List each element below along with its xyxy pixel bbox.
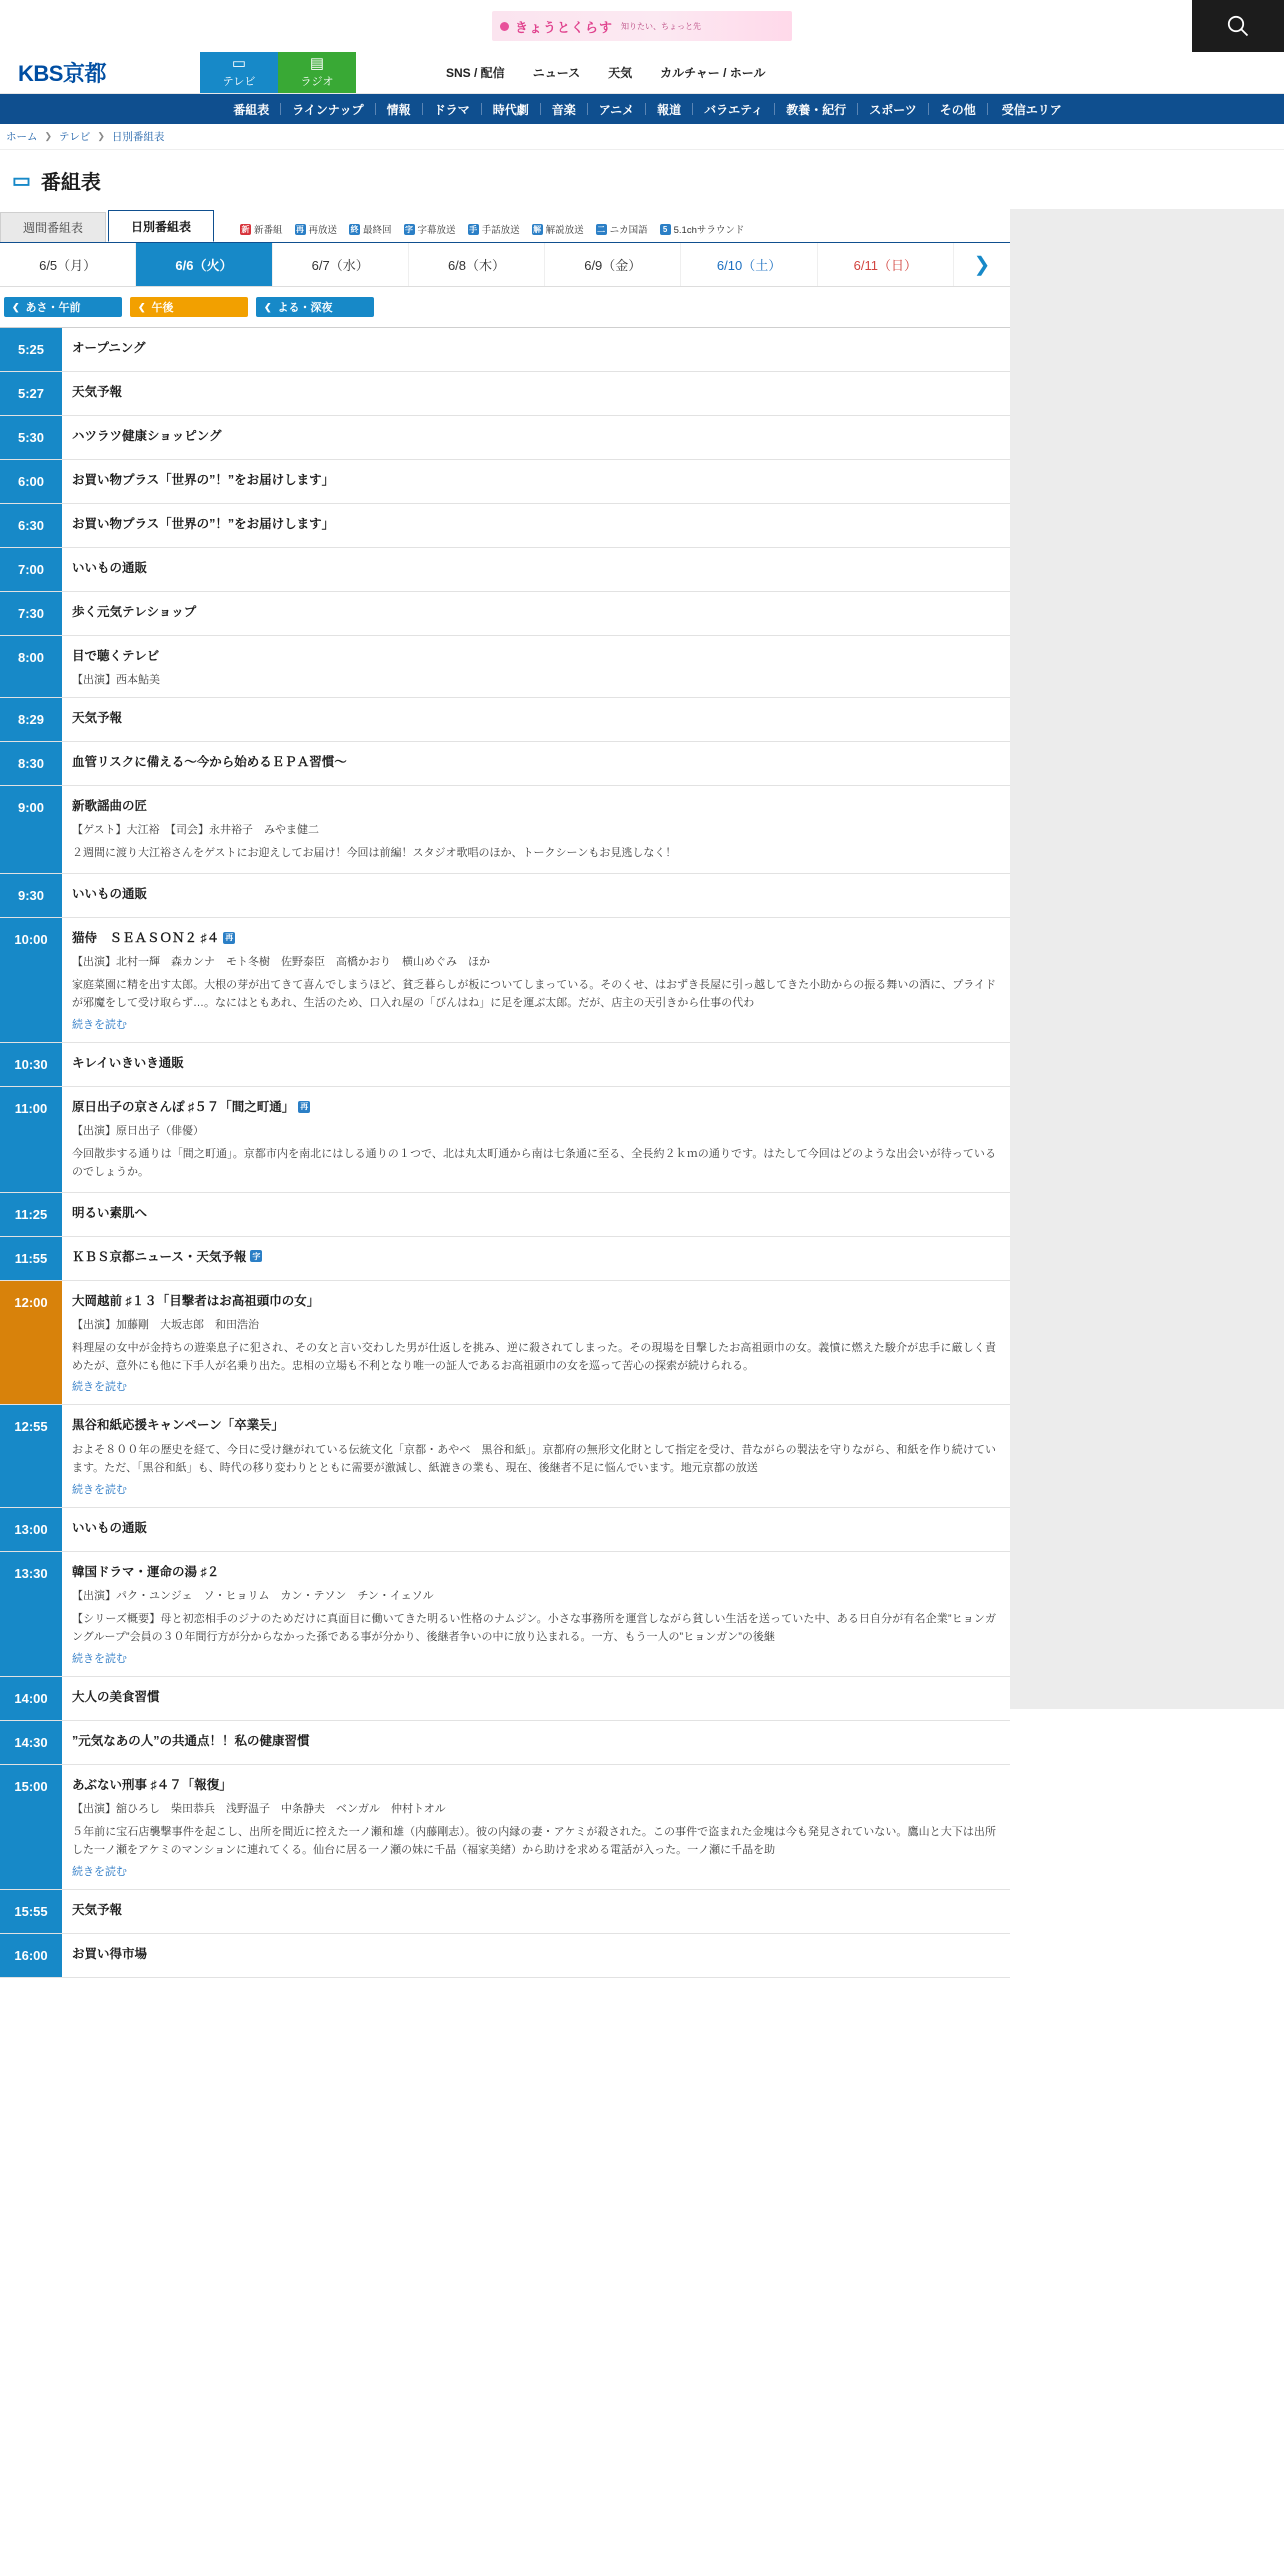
legend-item-final [349,222,392,236]
program-title[interactable]: いいもの通販 [72,887,148,902]
legend-label-signlang: 手話放送 [481,225,520,236]
tv-icon: ▭ [231,55,247,72]
program-start-time: 6:30 [0,504,62,547]
read-more-link[interactable]: 続きを読む [72,1865,127,1878]
program-start-time: 8:00 [0,636,62,697]
legend-label-subtitle: 字幕放送 [417,225,456,236]
program-row[interactable] [0,1237,1010,1281]
program-start-time: 11:25 [0,1193,62,1236]
badge-rerun-icon: 再 [300,1101,309,1111]
badge-subtitle-icon: 字 [252,1251,261,1261]
header-link-news[interactable]: ニュース [532,66,581,80]
nav-item-other[interactable]: その他 [939,102,976,117]
program-title[interactable]: 猫侍 ＳＥＡＳＯＮ２ ♯４ 再 [72,931,234,946]
nav-item-drama[interactable]: ドラマ [433,102,470,117]
nav-item-jidaigeki[interactable]: 時代劇 [492,102,529,117]
daypart-night[interactable] [256,297,374,317]
legend-label-rerun: 再放送 [308,225,338,236]
program-body [62,874,1010,917]
search-button[interactable] [1192,0,1284,52]
promo-banner-subtitle: 知りたい、ちょっと先 [621,21,702,31]
program-row[interactable] [0,1677,1010,1721]
program-row[interactable] [0,636,1010,698]
radio-icon: ▤ [309,55,325,72]
content-wrap [0,209,1284,1978]
program-title[interactable]: 目で聴くテレビ [72,649,160,663]
program-cast: 【出演】加藤剛 大坂志郎 和田浩治 [72,1318,259,1331]
legend-mark-final: 終 [350,224,359,234]
program-body [62,786,1010,873]
legend-mark-surround: 5 [660,224,671,235]
program-cast: 【出演】北村一輝 森カンナ モト冬樹 佐野泰臣 高橋かおり 横山めぐみ ほか [72,956,490,969]
ad-placeholder [1010,209,1284,1709]
legend-label-new: 新番組 [254,225,283,236]
program-description: 家庭菜園に精を出す太郎。大根の芽が出てきて喜んでしまうほど、貧乏暮らしが板についてしまっている。そのくせ、はおずき長屋に引っ越してきた小助からの振る舞いの酒に、プライドが邪魔をして受け取らず…。なにはともあれ、生活のため、口入れ屋の「びんはね」に足を運ぶ太郎。だが、店主の天引きから仕事の代わ [72,979,996,1009]
program-start-time: 13:00 [0,1508,62,1551]
program-start-time: 12:55 [0,1405,62,1507]
read-more-link[interactable]: 続きを読む [72,1381,127,1394]
date-item-0609[interactable]: 6/9（金） [545,243,681,286]
program-row[interactable] [0,1043,1010,1087]
badge-rerun-icon: 再 [225,933,234,943]
nav-item-houdou[interactable]: 報道 [657,102,682,117]
header-tv-label: テレビ [222,76,256,88]
program-body [62,698,1010,741]
program-row[interactable] [0,698,1010,742]
program-start-time: 15:00 [0,1765,62,1889]
legend-mark-new: 新 [241,224,250,234]
program-row[interactable] [0,1765,1010,1890]
program-row[interactable] [0,874,1010,918]
tab-daily[interactable] [108,210,214,242]
date-selector [0,243,1010,287]
program-start-time: 10:00 [0,918,62,1042]
program-start-time: 11:00 [0,1087,62,1192]
nav-item-sports[interactable]: スポーツ [869,102,917,117]
daypart-afternoon[interactable] [130,297,248,317]
program-row[interactable] [0,548,1010,592]
program-row[interactable] [0,416,1010,460]
legend-item-new [240,222,283,236]
daypart-afternoon-label: 午後 [151,302,174,314]
program-cast: 【出演】原日出子（俳優） [72,1124,204,1137]
program-row[interactable] [0,918,1010,1043]
legend-item-bilingual [596,222,648,236]
program-start-time: 11:55 [0,1237,62,1280]
program-title[interactable]: 天気予報 [72,1902,123,1917]
legend-mark-subtitle: 字 [405,224,414,234]
legend-mark-rerun: 再 [296,224,305,234]
tab-weekly-label: 週間番組表 [22,221,83,235]
program-title[interactable]: 韓国ドラマ・運命の湯 ♯２ [72,1565,220,1580]
legend-label-audiodesc: 解説放送 [545,225,584,236]
date-item-0605[interactable]: 6/5（月） [0,243,136,286]
program-start-time: 10:30 [0,1043,62,1086]
program-start-time: 7:30 [0,592,62,635]
program-description: 今回散歩する通りは「間之町通」。京都市内を南北にはしる通りの１つで、北は丸太町通から南は七条通に至る、全長約２ｋｍの通りです。はたして今回はどのような出会いが待っているのでしょうか。 [72,1147,996,1178]
program-title[interactable]: 天気予報 [72,711,123,726]
header-link-sns[interactable]: SNS / 配信 [446,66,505,80]
read-more-link[interactable]: 続きを読む [72,1018,127,1031]
program-start-time: 9:30 [0,874,62,917]
program-body [62,1552,1010,1676]
view-tabs [0,209,1010,243]
nav-item-variety[interactable]: バラエティ [704,102,764,117]
program-start-time: 14:30 [0,1721,62,1764]
tab-daily-label: 日別番組表 [130,219,191,234]
program-title[interactable]: お買い得市場 [72,1946,148,1961]
legend-label-final: 最終回 [363,225,392,236]
program-title[interactable]: 大岡越前 ♯１３「目撃者はお高祖頭巾の女」 [72,1293,320,1308]
header-link-culture[interactable]: カルチャー / ホール [660,66,766,80]
chevron-down-icon: ❮ [264,301,272,312]
legend-item-rerun [295,222,338,236]
program-start-time: 14:00 [0,1677,62,1720]
program-start-time: 12:00 [0,1281,62,1405]
program-row[interactable] [0,460,1010,504]
program-cast: 【出演】西本鮎美 [72,674,160,687]
program-body [62,742,1010,785]
page-title-label: 番組表 [40,172,101,194]
program-table [0,327,1010,1978]
date-item-0606[interactable]: 6/6（火） [136,243,272,286]
nav-item-area[interactable]: 受信エリア [1001,102,1062,117]
header-links [356,52,1284,93]
chevron-right-icon: ❯ [44,131,53,141]
program-cast: 【ゲスト】大江裕 【司会】永井裕子 みやま健二 [72,824,320,837]
program-title[interactable]: キレイいきいき通販 [72,1055,184,1070]
program-title[interactable]: 大人の美食習慣 [72,1689,160,1704]
program-body [62,328,1010,371]
program-row[interactable] [0,1193,1010,1237]
program-body [62,1281,1010,1405]
header-tv-button[interactable] [200,52,278,93]
program-start-time: 13:30 [0,1552,62,1676]
program-start-time: 6:00 [0,460,62,503]
legend-label-surround: 5.1chサラウンド [673,225,745,236]
main-nav [0,94,1284,124]
nav-item-music[interactable]: 音楽 [551,102,576,117]
program-row[interactable] [0,1890,1010,1934]
program-body [62,1237,1010,1280]
program-body [62,1508,1010,1551]
daypart-filter [0,287,1010,327]
program-body [62,460,1010,503]
date-item-0611[interactable]: 6/11（日） [818,243,954,286]
program-title[interactable]: あぶない刑事 ♯４７「報復」 [72,1777,232,1792]
chevron-right-icon[interactable]: ❯ [973,254,991,276]
top-banner-row [0,0,1284,52]
breadcrumb-tv[interactable]: テレビ [59,131,91,143]
site-header [0,52,1284,94]
program-row[interactable] [0,1281,1010,1406]
legend-label-bilingual: ニカ国語 [609,225,648,236]
program-title[interactable]: オープニング [72,341,146,355]
main-column [0,209,1010,1978]
program-title[interactable]: お買い物プラス「世界の”！”をお届けします」 [72,473,335,487]
program-start-time: 5:30 [0,416,62,459]
nav-item-kyouyou[interactable]: 教養・紀行 [786,102,847,117]
breadcrumb-home[interactable]: ホーム [6,131,38,143]
program-start-time: 8:30 [0,742,62,785]
program-body [62,1043,1010,1086]
program-body [62,918,1010,1042]
program-cast: 【出演】舘ひろし 柴田恭兵 浅野温子 中条静夫 ベンガル 仲村トオル [72,1802,446,1815]
program-start-time: 16:00 [0,1934,62,1977]
program-row[interactable] [0,1405,1010,1508]
program-description: およそ８００年の歴史を経て、今日に受け継がれている伝統文化「京都・あやべ 黒谷和紙」。京都府の無形文化財として指定を受け、昔ながらの製法を守りながら、和紙を作り続けています。ただ、「黒谷和紙」も、時代の移り変わりとともに需要が激減し、紙漉きの業も、現在、後継者不足に悩んでいます。地元京都の放送 [72,1444,996,1475]
program-start-time: 5:27 [0,372,62,415]
program-start-time: 7:00 [0,548,62,591]
program-description: ５年前に宝石店襲撃事件を起こし、出所を間近に控えた一ノ瀬和雄（内藤剛志）。彼の内縁の妻・アケミが殺された。この事件で盗まれた金塊は今も発見されていない。鷹山と大下は出所した一ノ瀬をアケミのマンションに連れてくる。仙台に居る一ノ瀬の妹に千晶（福家美緒）から助けを求める電話が入った。一ノ瀬に千晶を助 [72,1825,996,1856]
page-title [0,150,1284,209]
program-row[interactable] [0,372,1010,416]
legend-item-subtitle [404,222,456,236]
program-title[interactable]: ＫＢＳ京都ニュース・天気予報 字 [72,1249,261,1264]
program-title[interactable]: 新歌謡曲の匠 [72,799,148,814]
program-title[interactable]: いいもの通販 [72,1521,148,1536]
program-title[interactable]: ”元気なあの人”の共通点！！私の健康習慣 [72,1733,310,1748]
program-title[interactable]: 天気予報 [72,385,123,399]
flower-icon [500,22,509,31]
program-start-time: 5:25 [0,328,62,371]
program-row[interactable] [0,328,1010,372]
program-row[interactable] [0,786,1010,874]
daypart-night-label: よる・深夜 [277,302,333,314]
read-more-link[interactable]: 続きを読む [72,1652,127,1665]
legend-item-surround [660,222,745,236]
promo-banner[interactable] [492,11,792,41]
nav-item-lineup[interactable]: ラインナップ [292,102,364,117]
daypart-morning-label: あさ・午前 [25,302,81,314]
program-title[interactable]: 黒谷和紙応援キャンペーン「卒業듯」 [72,1418,284,1433]
legend-mark-signlang: 手 [469,224,478,234]
site-logo[interactable]: KBS京都 [18,61,106,86]
program-row[interactable] [0,1552,1010,1677]
breadcrumb [0,124,1284,150]
breadcrumb-current: 日別番組表 [111,131,165,143]
program-start-time: 9:00 [0,786,62,873]
program-row[interactable] [0,1087,1010,1193]
program-start-time: 8:29 [0,698,62,741]
program-body [62,592,1010,635]
program-body [62,1721,1010,1764]
program-title[interactable]: いいもの通販 [72,561,148,575]
program-row[interactable] [0,1721,1010,1765]
chevron-right-icon: ❯ [97,131,105,141]
legend-mark-bilingual: 二 [597,224,606,234]
legend-mark-audiodesc: 解 [533,224,542,234]
read-more-link[interactable]: 続きを読む [72,1484,127,1497]
program-cast: 【出演】パク・ユンジェ ソ・ヒョリム カン・テソン チン・イェソル [72,1590,434,1603]
program-body [62,1087,1010,1192]
program-body [62,548,1010,591]
nav-item-bangumihyo[interactable]: 番組表 [233,102,270,117]
program-title[interactable]: 明るい素肌へ [72,1205,148,1220]
header-link-weather[interactable]: 天気 [608,66,633,80]
legend-item-signlang [468,222,520,236]
program-body [62,1765,1010,1889]
header-radio-button[interactable] [278,52,356,93]
program-body [62,636,1010,697]
program-body [62,1193,1010,1236]
tab-weekly[interactable] [0,212,106,242]
program-title[interactable]: 原日出子の京さんぽ ♯５７「間之町通」 再 [72,1099,309,1114]
program-body [62,1890,1010,1933]
program-start-time: 15:55 [0,1890,62,1933]
program-title[interactable]: 歩く元気テレショップ [72,605,197,619]
legend [240,222,744,242]
program-body [62,1934,1010,1977]
program-title[interactable]: ハツラツ健康ショッピング [72,429,222,443]
search-icon [1225,13,1251,39]
right-rail [1010,209,1284,1709]
legend-item-audiodesc [532,222,584,236]
header-radio-label: ラジオ [300,76,334,88]
chevron-down-icon: ❮ [138,301,146,312]
program-body [62,1405,1010,1507]
program-row[interactable] [0,592,1010,636]
program-title[interactable]: お買い物プラス「世界の”！”をお届けします」 [72,517,335,531]
daypart-morning[interactable] [4,297,122,317]
promo-banner-title: きょうとくらす [515,19,614,35]
nav-item-info[interactable]: 情報 [386,102,411,117]
program-title[interactable]: 血管リスクに備える〜今から始めるＥＰＡ習慣〜 [72,755,347,770]
program-body [62,372,1010,415]
program-row[interactable] [0,1934,1010,1978]
date-item-0607[interactable]: 6/7（水） [273,243,409,286]
program-description: 【シリーズ概要】母と初恋相手のジナのためだけに真面目に働いてきた明るい性格のナムジン。小さな事務所を運営しながら貧しい生活を送っていた中、ある日自分が有名企業”ヒョンガングループ”会員の３０年間行方が分からなかった孫である事が分かり、後継者争いの中に放り込まれる。一方、もう一人の”ヒョンガン”の後継 [72,1613,996,1643]
program-row[interactable] [0,1508,1010,1552]
nav-item-anime[interactable]: アニメ [598,102,635,117]
program-description: 料理屋の女中が金持ちの遊楽息子に犯され、その女と言い交わした男が仕返しを挑み、逆に殺されてしまった。その現場を目撃したお高祖頭巾の女。義憤に燃えた駿介が忠手に厳しく責めたが、意外にも他に下手人が名乗り出た。忠相の立場も不利となり唯一の証人であるお高祖頭巾の女を巡って苦心の探索が続けられる。 [72,1341,996,1372]
program-row[interactable] [0,504,1010,548]
chevron-down-icon: ❮ [12,301,20,312]
date-item-0610[interactable]: 6/10（土） [681,243,817,286]
program-body [62,416,1010,459]
program-body [62,504,1010,547]
program-body [62,1677,1010,1720]
program-description: ２週間に渡り大江裕さんをゲストにお迎えしてお届け！今回は前編！スタジオ歌唱のほか、トークシーンもお見逃しなく！ [72,847,677,860]
program-row[interactable] [0,742,1010,786]
tv-icon: ▭ [12,170,31,192]
date-item-0608[interactable]: 6/8（木） [409,243,545,286]
